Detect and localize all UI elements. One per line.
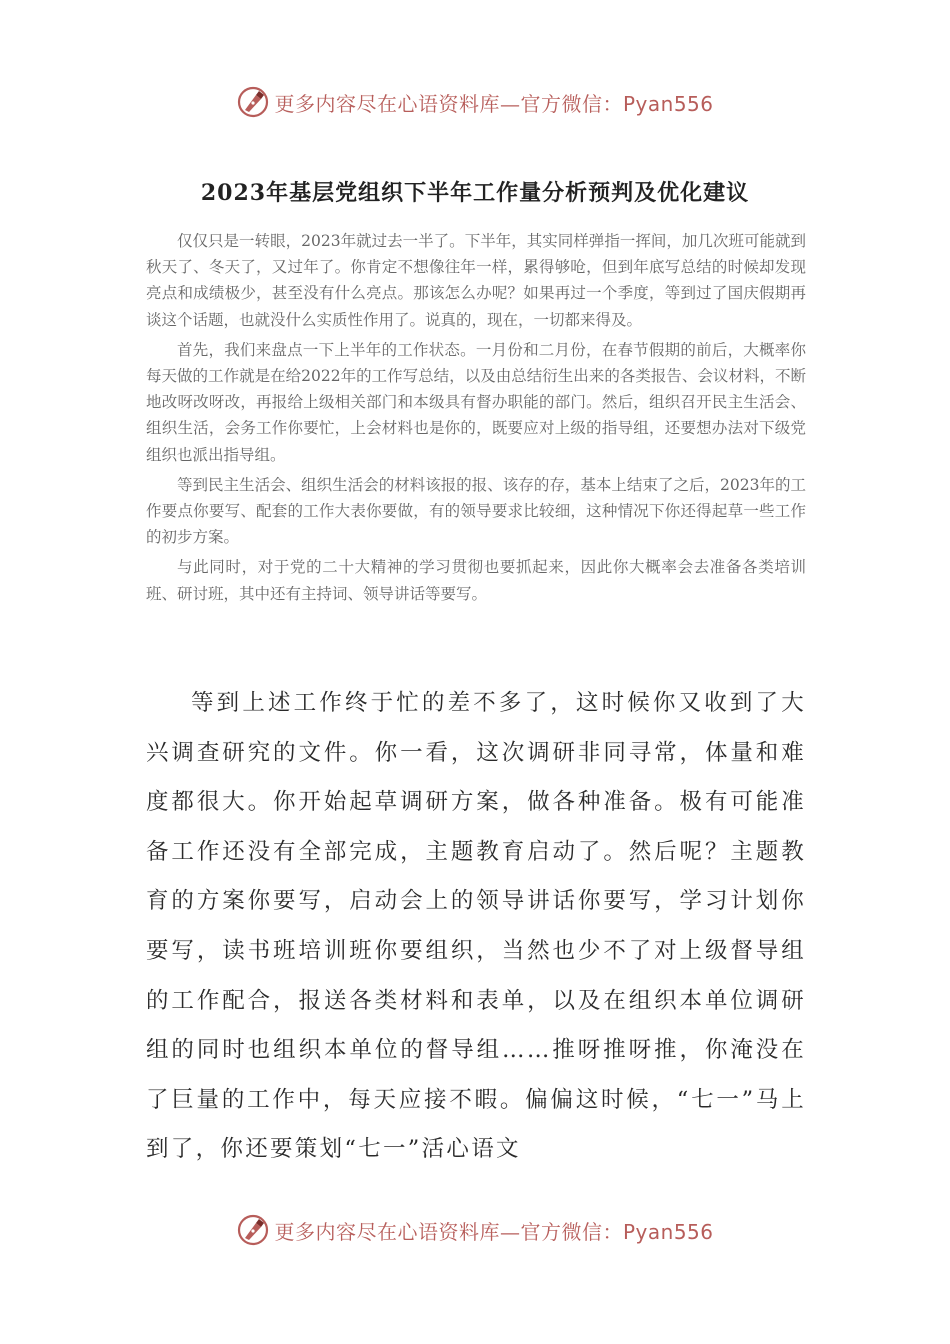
main-body-section <box>146 679 806 1175</box>
banner-separator: — <box>499 1219 521 1244</box>
banner-wechat-label: 官方微信： <box>520 91 623 116</box>
paragraph: 仅仅只是一转眼，2023年就过去一半了。下半年，其实同样弹指一挥间，加几次班可能就到秋天了、冬天了，又过年了。你肯定不想像往年一样，累得够呛，但到年底写总结的时候却发现亮点和成绩极少，甚至没有什么亮点。那该怎么办呢？如果再过一个季度，等到过了国庆假期再谈这个话题，也就没什么实质性作用了。说真的，现在，一切都来得及。 <box>146 232 806 329</box>
intro-section <box>146 228 806 611</box>
pen-nib-logo-icon <box>236 85 270 119</box>
large-paragraph: 等到上述工作终于忙的差不多了，这时候你又收到了大兴调查研究的文件。你一看，这次调研非同寻常，体量和难度都很大。你开始起草调研方案，做各种准备。极有可能准备工作还没有全部完成，主题教育启动了。然后呢？主题教育的方案你要写，启动会上的领导讲话你要写，学习计划你要写，读书班培训班你要组织，当然也少不了对上级督导组的工作配合，报送各类材料和表单，以及在组织本单位调研组的同时也组织本单位的督导组……推呀推呀推，你淹没在了巨量的工作中，每天应接不暇。偏偏这时候，“七一”马上到了，你还要策划“七一”活心语文 <box>146 690 806 1163</box>
header-banner <box>0 80 950 124</box>
document-title: 2023年基层党组织下半年工作量分析预判及优化建议 <box>200 180 750 206</box>
banner-slogan: 更多内容尽在心语资料库 <box>274 91 500 116</box>
banner-slogan: 更多内容尽在心语资料库 <box>274 1219 500 1244</box>
footer-banner <box>0 1208 950 1252</box>
banner-wechat-id: Pyan556 <box>622 1219 714 1244</box>
pen-nib-logo-icon <box>236 1213 270 1247</box>
banner-wechat-label: 官方微信： <box>520 1219 623 1244</box>
banner-text <box>274 88 713 117</box>
banner-text <box>274 1216 713 1245</box>
paragraph: 与此同时，对于党的二十大精神的学习贯彻也要抓起来，因此你大概率会去准备各类培训班、研讨班，其中还有主持词、领导讲话等要写。 <box>146 558 806 603</box>
paragraph: 等到民主生活会、组织生活会的材料该报的报、该存的存，基本上结束了之后，2023年的工作要点你要写、配套的工作大表你要做，有的领导要求比较细，这种情况下你还得起草一些工作的初步方案。 <box>146 475 806 547</box>
banner-wechat-id: Pyan556 <box>622 91 714 116</box>
banner-separator: — <box>499 91 521 116</box>
paragraph: 首先，我们来盘点一下上半年的工作状态。一月份和二月份，在春节假期的前后，大概率你每天做的工作就是在给2022年的工作写总结，以及由总结衍生出来的各类报告、会议材料，不断地改呀改呀改，再报给上级相关部门和本级具有督办职能的部门。然后，组织召开民主生活会、组织生活，会务工作你要忙，上会材料也是你的，既要应对上级的指导组，还要想办法对下级党组织也派出指导组。 <box>146 340 806 464</box>
